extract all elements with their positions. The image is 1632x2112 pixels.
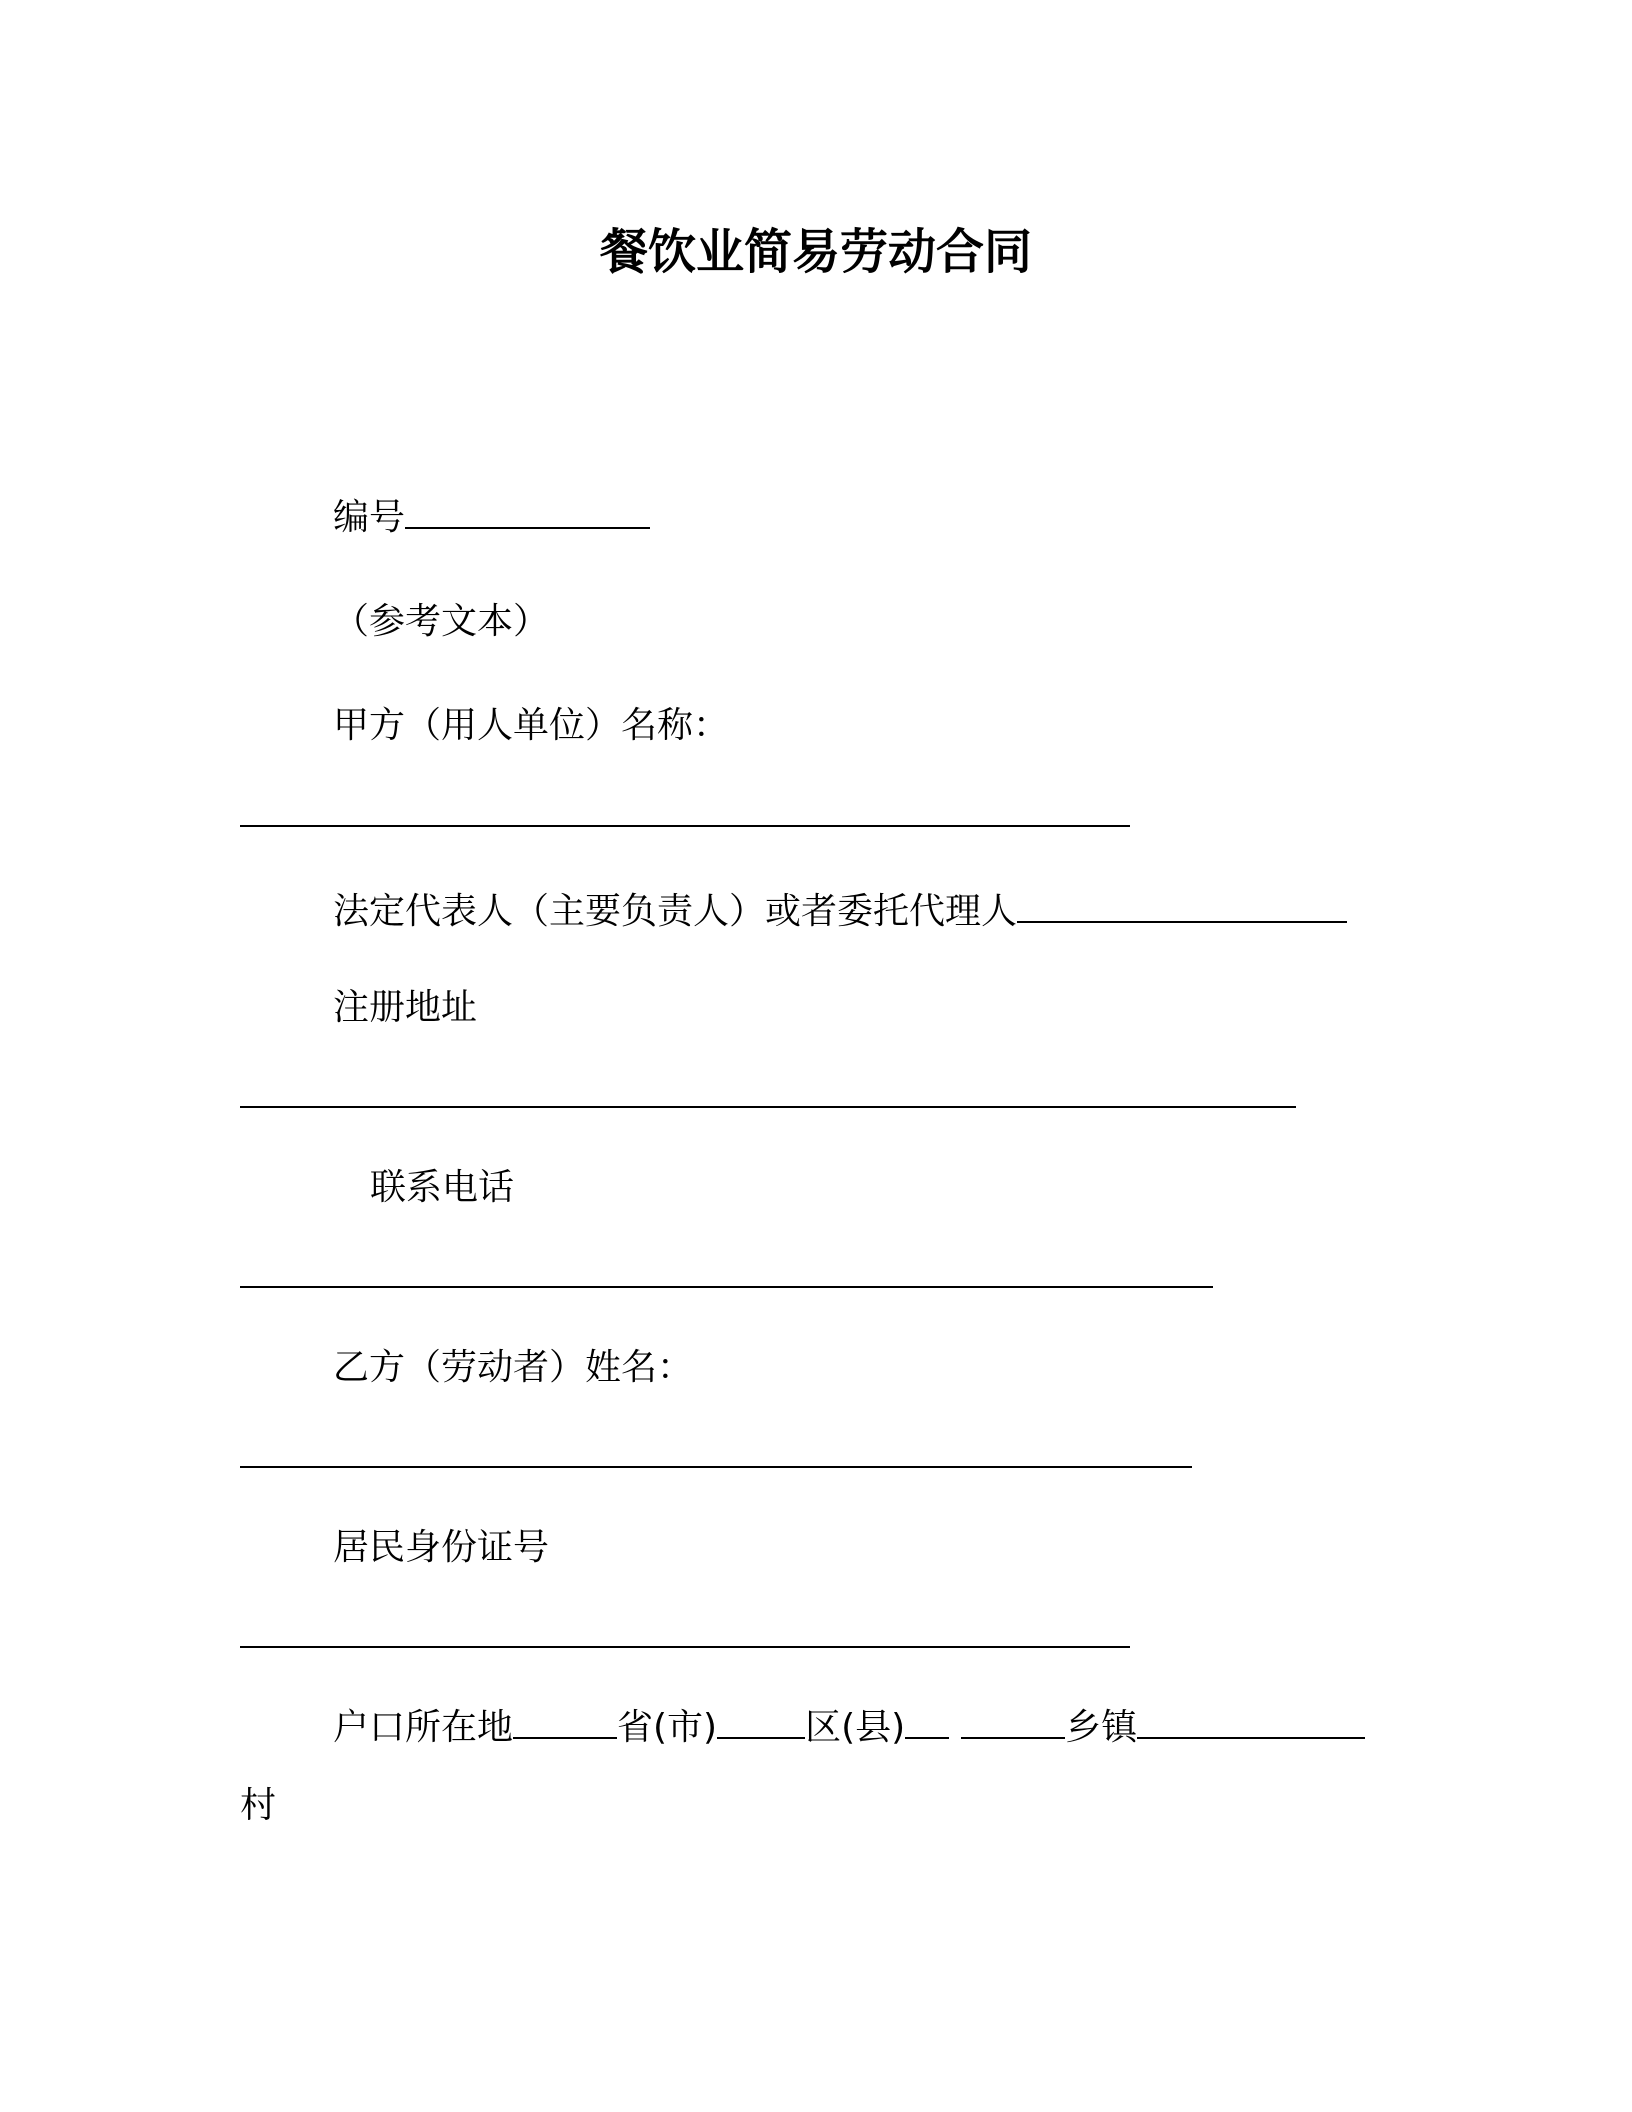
district-blank[interactable]	[717, 1707, 805, 1739]
township-blank-a[interactable]	[905, 1707, 949, 1739]
township-label: 乡镇	[1065, 1707, 1138, 1748]
legal-rep-line	[333, 890, 1347, 934]
household-label: 户口所在地	[333, 1707, 514, 1748]
number-blank[interactable]	[405, 497, 650, 529]
registered-address-blank[interactable]	[240, 1106, 1296, 1108]
province-label: 省(市)	[617, 1707, 718, 1748]
legal-rep-label: 法定代表人（主要负责人）或者委托代理人	[333, 891, 1018, 932]
registered-address-label: 注册地址	[333, 987, 478, 1028]
document-title: 餐饮业简易劳动合同	[599, 224, 1032, 280]
number-label: 编号	[333, 497, 406, 538]
party-b-name-label: 乙方（劳动者）姓名：	[333, 1347, 694, 1388]
province-blank[interactable]	[513, 1707, 617, 1739]
township-blank-b[interactable]	[961, 1707, 1065, 1739]
party-a-name-blank[interactable]	[240, 825, 1130, 827]
id-number-label: 居民身份证号	[333, 1527, 550, 1568]
district-label: 区(县)	[805, 1707, 906, 1748]
party-a-name-label: 甲方（用人单位）名称：	[333, 705, 730, 746]
number-line	[333, 496, 650, 540]
party-b-name-blank[interactable]	[240, 1466, 1192, 1468]
reference-text: （参考文本）	[333, 601, 550, 642]
phone-blank[interactable]	[240, 1286, 1213, 1288]
village-label: 村	[240, 1785, 277, 1826]
village-blank[interactable]	[1137, 1707, 1365, 1739]
household-line	[333, 1706, 1365, 1750]
id-number-blank[interactable]	[240, 1646, 1130, 1648]
legal-rep-blank[interactable]	[1017, 891, 1347, 923]
phone-label: 联系电话	[370, 1167, 515, 1208]
